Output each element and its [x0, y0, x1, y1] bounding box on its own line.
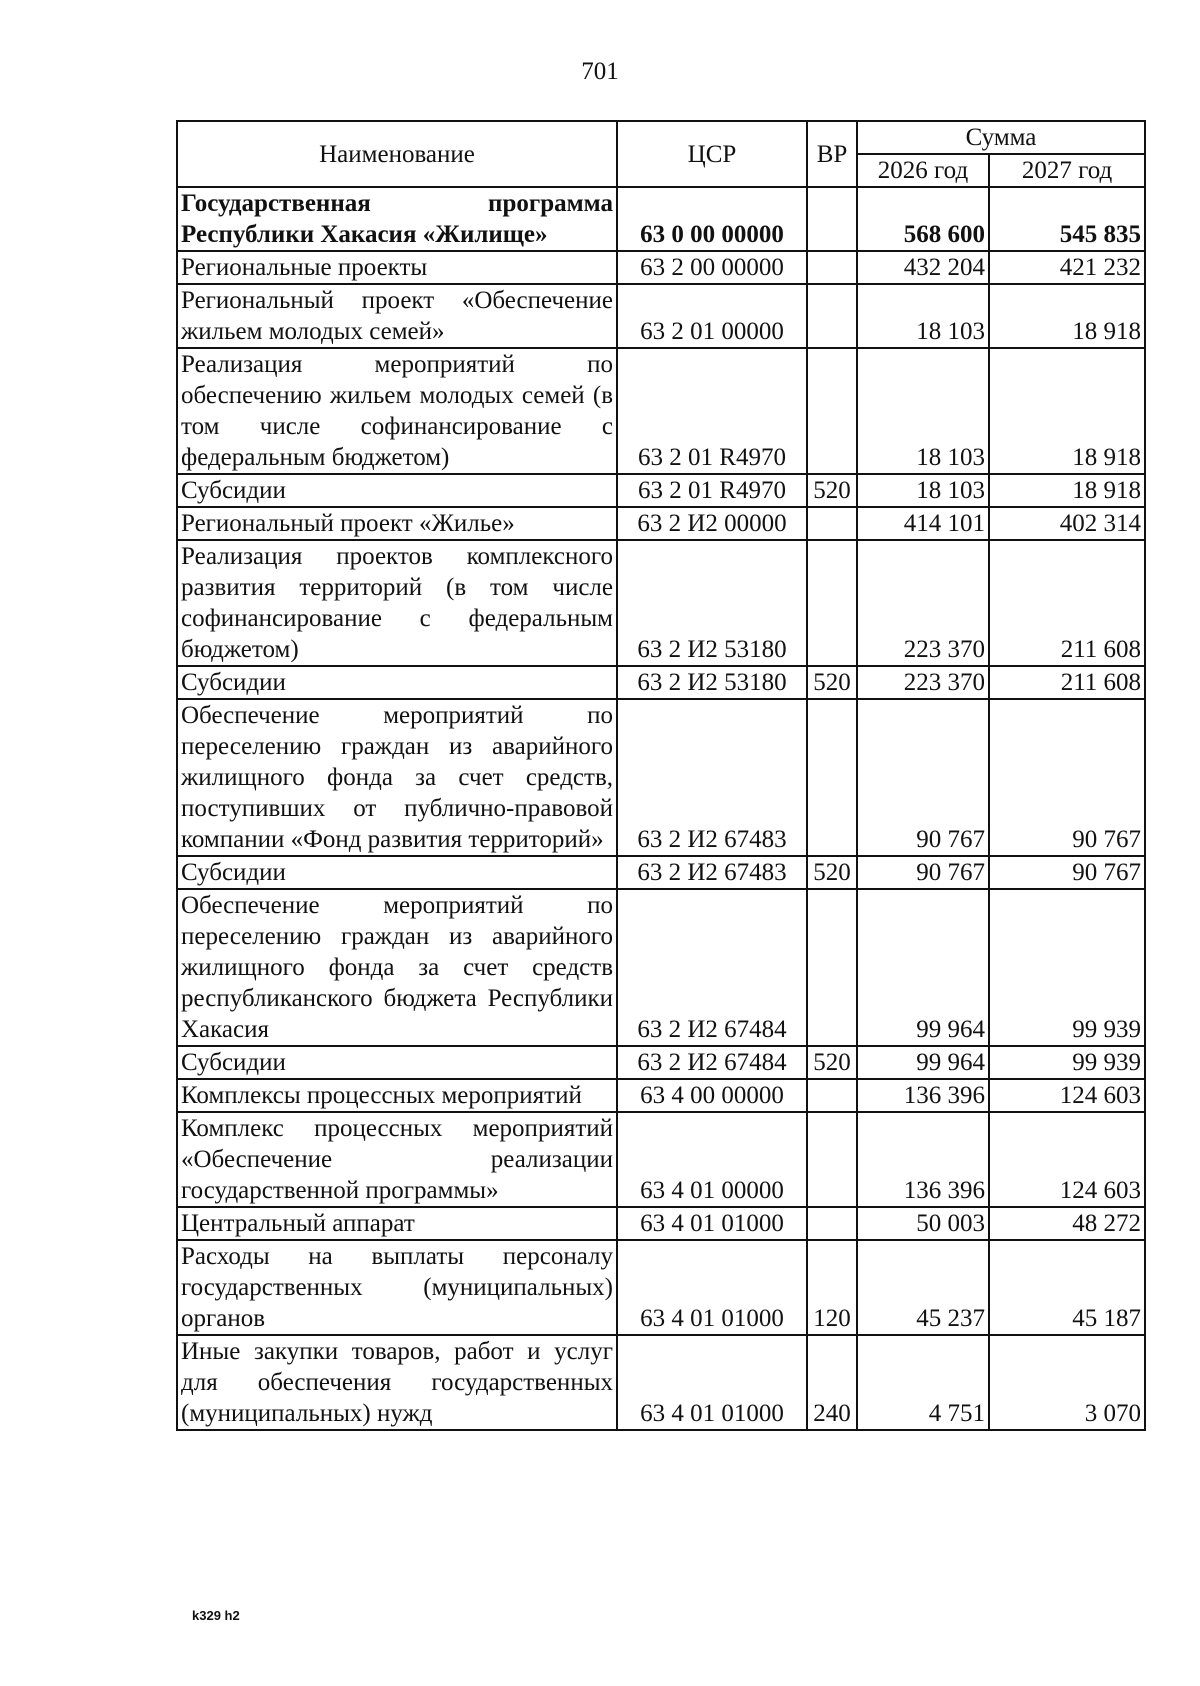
- header-sum: Сумма: [857, 121, 1145, 154]
- row-sum-2027: 90 767: [989, 856, 1145, 889]
- table-row: [177, 666, 1145, 699]
- row-name: Обеспечение мероприятий по переселению граждан из аварийного жилищного фонда за счет средств республиканского бюджета Республики Хакасия: [177, 889, 617, 1046]
- row-sum-2026: 4 751: [857, 1335, 989, 1430]
- row-sum-2026: 223 370: [857, 540, 989, 666]
- row-csr: 63 4 01 01000: [617, 1207, 807, 1240]
- table-row: [177, 1046, 1145, 1079]
- row-name: Обеспечение мероприятий по переселению граждан из аварийного жилищного фонда за счет средств, поступивших от публично-правовой компании «Фонд развития территорий»: [177, 699, 617, 856]
- header-vr: ВР: [807, 121, 857, 187]
- row-sum-2026: 136 396: [857, 1079, 989, 1112]
- row-csr: 63 2 01 00000: [617, 284, 807, 348]
- table-row: [177, 284, 1145, 348]
- header-csr: ЦСР: [617, 121, 807, 187]
- row-csr: 63 2 01 R4970: [617, 348, 807, 474]
- row-csr: 63 4 00 00000: [617, 1079, 807, 1112]
- row-name: Региональный проект «Обеспечение жильем молодых семей»: [177, 284, 617, 348]
- row-sum-2027: 99 939: [989, 1046, 1145, 1079]
- table-row: [177, 699, 1145, 856]
- row-vr: 120: [807, 1240, 857, 1335]
- table-row: [177, 1079, 1145, 1112]
- table-row: [177, 1207, 1145, 1240]
- row-sum-2027: 3 070: [989, 1335, 1145, 1430]
- row-name: Реализация проектов комплексного развития территорий (в том числе софинансирование с федеральным бюджетом): [177, 540, 617, 666]
- row-vr: 240: [807, 1335, 857, 1430]
- table-row: [177, 187, 1145, 251]
- table-row: [177, 1240, 1145, 1335]
- row-vr: [807, 251, 857, 284]
- row-sum-2026: 18 103: [857, 474, 989, 507]
- row-sum-2027: 18 918: [989, 348, 1145, 474]
- row-sum-2027: 18 918: [989, 284, 1145, 348]
- row-vr: 520: [807, 666, 857, 699]
- header-year-2027: 2027 год: [989, 154, 1145, 187]
- row-vr: 520: [807, 1046, 857, 1079]
- row-name: Региональный проект «Жилье»: [177, 507, 617, 540]
- row-sum-2027: 421 232: [989, 251, 1145, 284]
- table-row: [177, 856, 1145, 889]
- row-sum-2026: 223 370: [857, 666, 989, 699]
- row-sum-2026: 99 964: [857, 889, 989, 1046]
- footer-code: k329 h2: [192, 1608, 240, 1623]
- row-csr: 63 2 И2 53180: [617, 540, 807, 666]
- row-name: Комплексы процессных мероприятий: [177, 1079, 617, 1112]
- row-vr: [807, 1112, 857, 1207]
- header-year-2026: 2026 год: [857, 154, 989, 187]
- row-vr: [807, 1207, 857, 1240]
- row-sum-2027: 211 608: [989, 666, 1145, 699]
- row-sum-2026: 414 101: [857, 507, 989, 540]
- row-csr: 63 2 И2 67483: [617, 856, 807, 889]
- table-row: [177, 540, 1145, 666]
- row-sum-2026: 90 767: [857, 856, 989, 889]
- page-number: 701: [581, 58, 619, 85]
- row-name: Субсидии: [177, 1046, 617, 1079]
- table-row: [177, 474, 1145, 507]
- row-sum-2026: 432 204: [857, 251, 989, 284]
- row-sum-2027: 18 918: [989, 474, 1145, 507]
- row-vr: [807, 507, 857, 540]
- row-sum-2026: 568 600: [857, 187, 989, 251]
- row-vr: [807, 1079, 857, 1112]
- budget-table: [176, 120, 1146, 1431]
- row-csr: 63 4 01 01000: [617, 1335, 807, 1430]
- table-row: [177, 1112, 1145, 1207]
- row-sum-2026: 45 237: [857, 1240, 989, 1335]
- row-name: Субсидии: [177, 856, 617, 889]
- row-csr: 63 2 И2 67484: [617, 1046, 807, 1079]
- table-row: [177, 1335, 1145, 1430]
- row-csr: 63 2 01 R4970: [617, 474, 807, 507]
- row-vr: [807, 187, 857, 251]
- table-row: [177, 507, 1145, 540]
- row-csr: 63 2 И2 67484: [617, 889, 807, 1046]
- row-sum-2027: 545 835: [989, 187, 1145, 251]
- table-row: [177, 348, 1145, 474]
- row-csr: 63 2 00 00000: [617, 251, 807, 284]
- row-sum-2027: 45 187: [989, 1240, 1145, 1335]
- row-sum-2027: 90 767: [989, 699, 1145, 856]
- row-sum-2026: 136 396: [857, 1112, 989, 1207]
- row-vr: [807, 348, 857, 474]
- row-csr: 63 2 И2 00000: [617, 507, 807, 540]
- row-sum-2027: 48 272: [989, 1207, 1145, 1240]
- row-name: Государственная программа Республики Хакасия «Жилище»: [177, 187, 617, 251]
- row-sum-2026: 90 767: [857, 699, 989, 856]
- row-sum-2027: 211 608: [989, 540, 1145, 666]
- row-vr: [807, 699, 857, 856]
- table-row: [177, 889, 1145, 1046]
- row-sum-2026: 50 003: [857, 1207, 989, 1240]
- row-sum-2027: 124 603: [989, 1112, 1145, 1207]
- row-sum-2027: 124 603: [989, 1079, 1145, 1112]
- row-name: Региональные проекты: [177, 251, 617, 284]
- row-name: Центральный аппарат: [177, 1207, 617, 1240]
- header-row: [177, 121, 1145, 154]
- row-csr: 63 2 И2 53180: [617, 666, 807, 699]
- header-name: Наименование: [177, 121, 617, 187]
- row-name: Субсидии: [177, 666, 617, 699]
- row-name: Расходы на выплаты персоналу государственных (муниципальных) органов: [177, 1240, 617, 1335]
- row-name: Реализация мероприятий по обеспечению жильем молодых семей (в том числе софинансирование с федеральным бюджетом): [177, 348, 617, 474]
- row-sum-2026: 18 103: [857, 348, 989, 474]
- row-vr: [807, 889, 857, 1046]
- row-vr: 520: [807, 474, 857, 507]
- row-vr: 520: [807, 856, 857, 889]
- row-csr: 63 4 01 01000: [617, 1240, 807, 1335]
- row-sum-2026: 18 103: [857, 284, 989, 348]
- row-sum-2026: 99 964: [857, 1046, 989, 1079]
- row-vr: [807, 284, 857, 348]
- row-name: Иные закупки товаров, работ и услуг для обеспечения государственных (муниципальных) нужд: [177, 1335, 617, 1430]
- row-sum-2027: 402 314: [989, 507, 1145, 540]
- table-body: [177, 187, 1145, 1430]
- row-name: Субсидии: [177, 474, 617, 507]
- row-csr: 63 4 01 00000: [617, 1112, 807, 1207]
- row-csr: 63 2 И2 67483: [617, 699, 807, 856]
- row-vr: [807, 540, 857, 666]
- table-row: [177, 251, 1145, 284]
- row-csr: 63 0 00 00000: [617, 187, 807, 251]
- row-name: Комплекс процессных мероприятий «Обеспечение реализации государственной программы»: [177, 1112, 617, 1207]
- row-sum-2027: 99 939: [989, 889, 1145, 1046]
